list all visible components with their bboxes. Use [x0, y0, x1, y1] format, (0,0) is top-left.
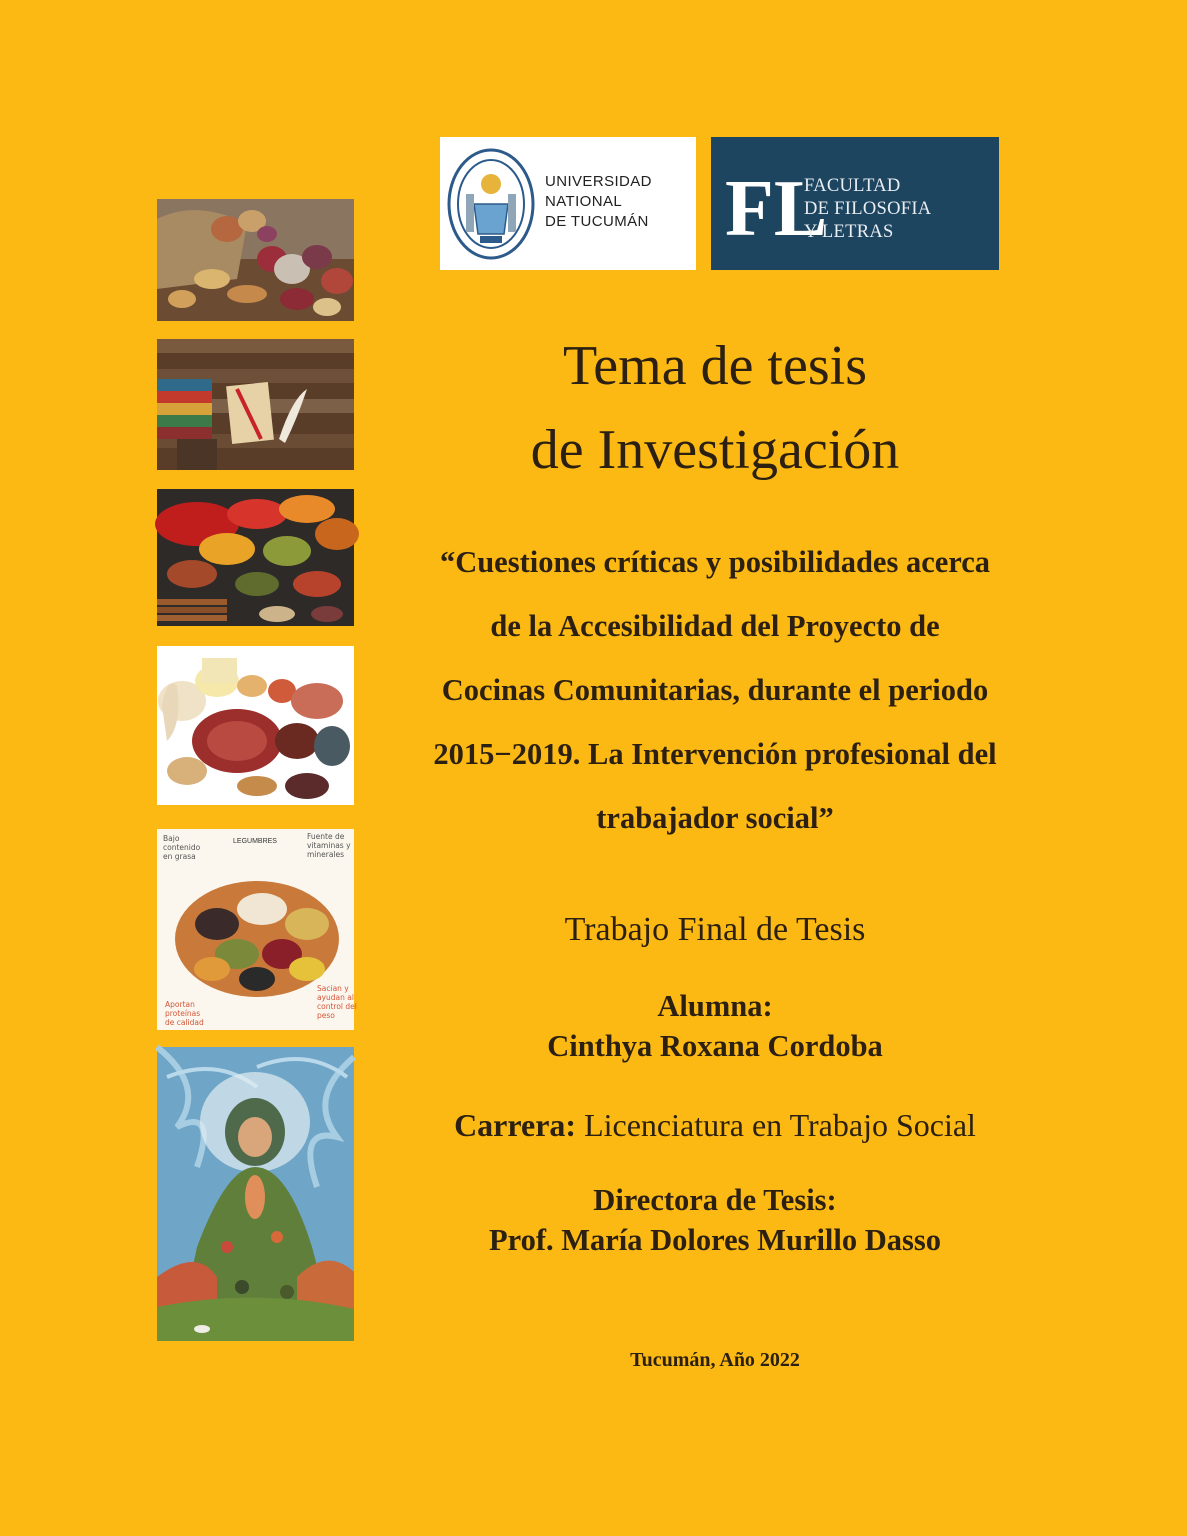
svg-text:proteínas: proteínas [165, 1009, 201, 1018]
svg-text:en grasa: en grasa [163, 852, 196, 861]
svg-text:peso: peso [317, 1011, 335, 1020]
svg-text:vitaminas y: vitaminas y [307, 841, 351, 850]
photo-pachamama-painting [157, 1047, 354, 1341]
photo-proteins [157, 646, 354, 805]
faculty-monogram-icon [723, 159, 828, 253]
career-value: Licenciatura en Trabajo Social [576, 1107, 976, 1143]
svg-text:Fuente de: Fuente de [307, 832, 345, 841]
thesis-title: “Cuestiones críticas y posibilidades acerca de la Accesibilidad del Proyecto de Cocinas Comunitarias, durante el periodo 2015−2019. La Intervención profesional del trabajador social” [433, 545, 997, 835]
svg-text:ayudan al: ayudan al [317, 993, 354, 1002]
student-label: Alumna: [657, 989, 773, 1023]
work-type: Trabajo Final de Tesis [564, 911, 866, 948]
svg-text:Sacian y: Sacian y [317, 984, 349, 993]
career-info [380, 1100, 1050, 1150]
legumes-heading: LEGUMBRES [233, 838, 277, 845]
university-seal-icon [446, 146, 536, 262]
photo-spices [157, 489, 354, 626]
page-title: Tema de tesis de Investigación [530, 335, 900, 481]
university-logo [440, 137, 696, 270]
student-info [380, 986, 1050, 1066]
svg-text:Aportan: Aportan [165, 1000, 195, 1009]
place-and-year: Tucumán, Año 2022 [630, 1349, 800, 1371]
svg-text:minerales: minerales [307, 850, 345, 859]
svg-text:de calidad: de calidad [165, 1018, 204, 1027]
faculty-logo [711, 137, 999, 270]
faculty-name: FACULTAD DE FILOSOFIA Y LETRAS [804, 176, 932, 242]
photo-legumes-infographic [157, 829, 357, 1030]
career-label: Carrera: [454, 1107, 577, 1143]
director-name: Prof. María Dolores Murillo Dasso [488, 1223, 942, 1257]
photo-potatoes [157, 199, 354, 321]
student-name: Cinthya Roxana Cordoba [547, 1029, 883, 1063]
university-name: UNIVERSIDAD NATIONAL DE TUCUMÁN [545, 173, 652, 230]
svg-text:contenido: contenido [163, 843, 201, 852]
photo-books-and-pen [157, 339, 354, 470]
director-label: Directora de Tesis: [593, 1183, 837, 1217]
svg-text:Bajo: Bajo [163, 834, 180, 843]
svg-text:control del: control del [317, 1002, 357, 1011]
director-info [380, 1180, 1050, 1260]
svg-text:FL: FL [725, 165, 828, 253]
